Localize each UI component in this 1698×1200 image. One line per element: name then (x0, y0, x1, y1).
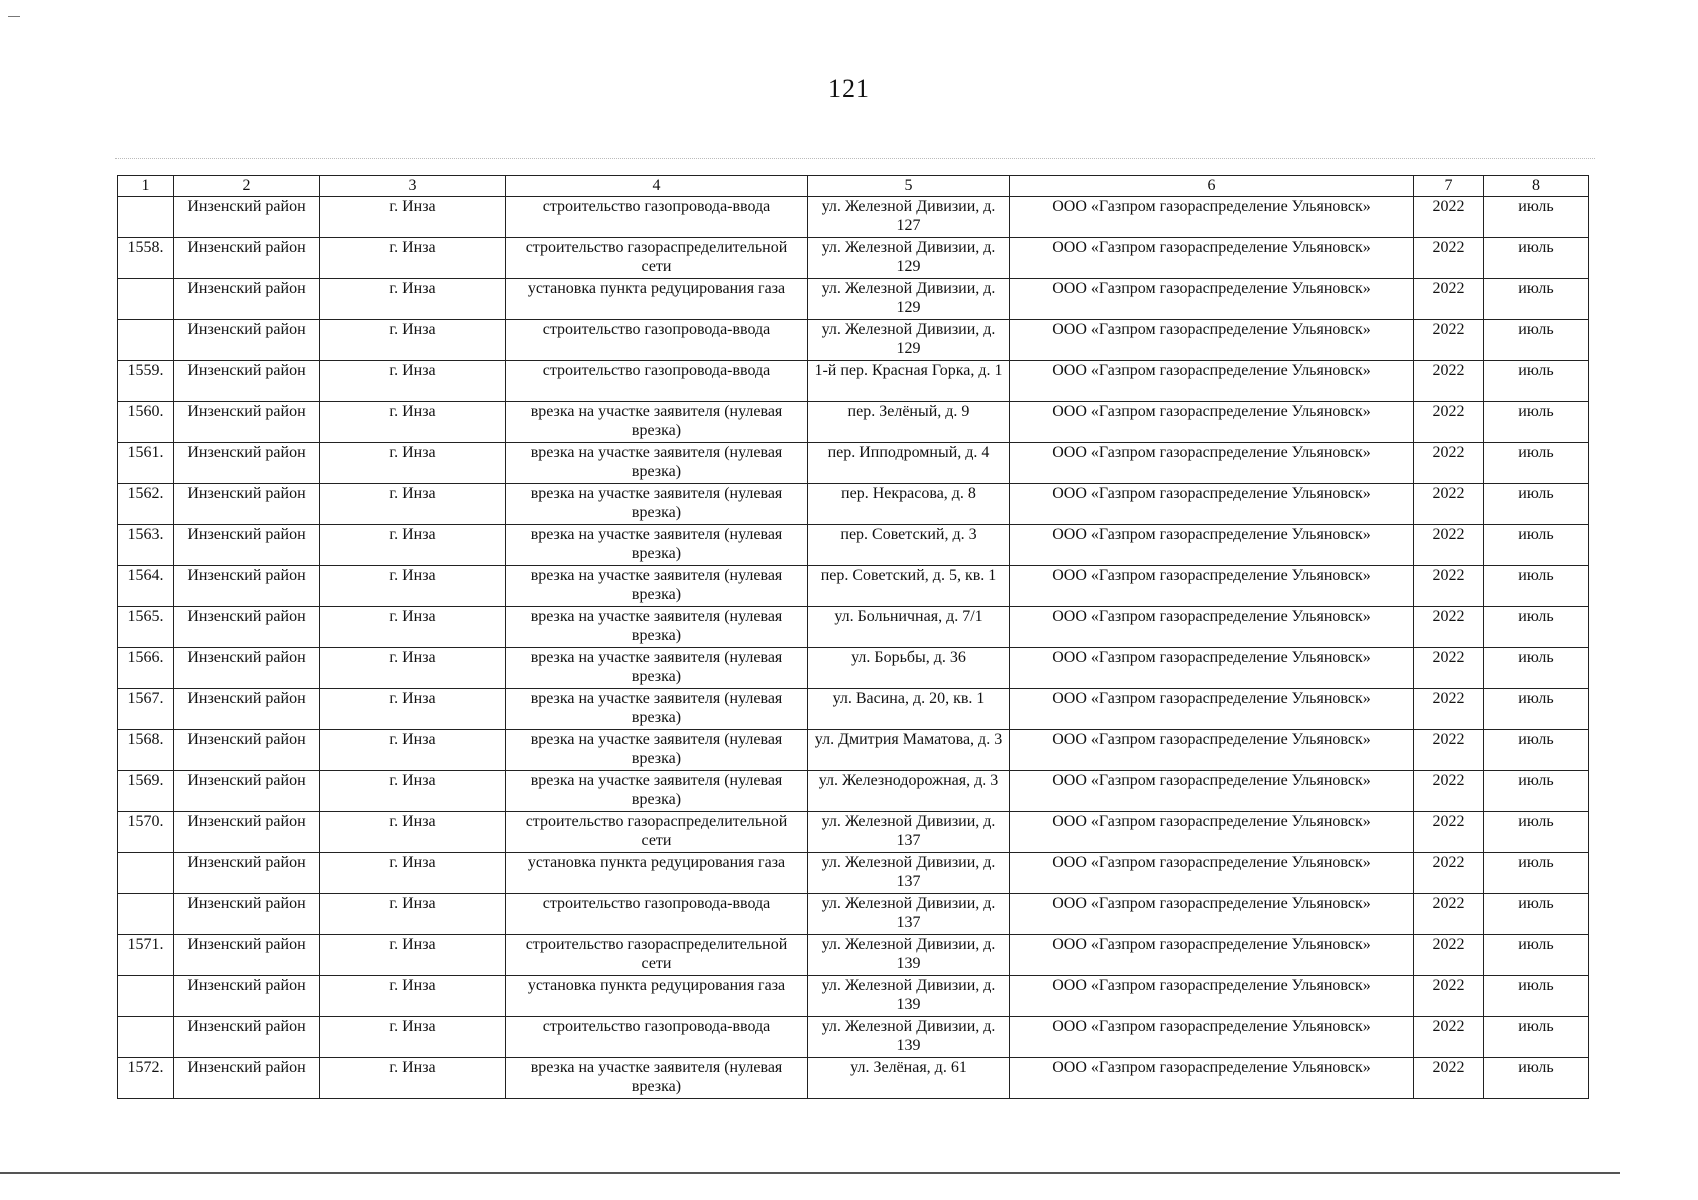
row-number (118, 976, 174, 1017)
table-row (118, 894, 1589, 935)
work-type-cell: установка пункта редуцирования газа (506, 279, 808, 320)
district-cell: Инзенский район (174, 607, 320, 648)
month-cell: июль (1484, 976, 1589, 1017)
table-row (118, 279, 1589, 320)
organization-cell: ООО «Газпром газораспределение Ульяновск» (1010, 361, 1414, 402)
table-row (118, 607, 1589, 648)
organization-cell: ООО «Газпром газораспределение Ульяновск» (1010, 238, 1414, 279)
organization-cell: ООО «Газпром газораспределение Ульяновск» (1010, 443, 1414, 484)
table-row (118, 976, 1589, 1017)
column-header: 5 (808, 176, 1010, 197)
address-cell: пер. Некрасова, д. 8 (808, 484, 1010, 525)
work-type-cell: врезка на участке заявителя (нулевая врезка) (506, 443, 808, 484)
table-row (118, 197, 1589, 238)
work-type-cell: установка пункта редуцирования газа (506, 853, 808, 894)
row-number (118, 320, 174, 361)
month-cell: июль (1484, 1017, 1589, 1058)
address-cell: ул. Железнодорожная, д. 3 (808, 771, 1010, 812)
year-cell: 2022 (1414, 1017, 1484, 1058)
gasification-registry-table (117, 175, 1589, 1099)
year-cell: 2022 (1414, 361, 1484, 402)
district-cell: Инзенский район (174, 730, 320, 771)
page-bottom-rule (0, 1172, 1620, 1174)
month-cell: июль (1484, 689, 1589, 730)
city-cell: г. Инза (320, 894, 506, 935)
year-cell: 2022 (1414, 525, 1484, 566)
page-number: 121 (828, 74, 870, 103)
address-cell: ул. Зелёная, д. 61 (808, 1058, 1010, 1099)
district-cell: Инзенский район (174, 853, 320, 894)
address-cell: пер. Советский, д. 5, кв. 1 (808, 566, 1010, 607)
work-type-cell: строительство газопровода-ввода (506, 197, 808, 238)
row-number: 1569. (118, 771, 174, 812)
address-cell: ул. Больничная, д. 7/1 (808, 607, 1010, 648)
address-cell: ул. Железной Дивизии, д. 129 (808, 320, 1010, 361)
table-row (118, 443, 1589, 484)
month-cell: июль (1484, 320, 1589, 361)
row-number (118, 1017, 174, 1058)
work-type-cell: строительство газопровода-ввода (506, 1017, 808, 1058)
month-cell: июль (1484, 525, 1589, 566)
district-cell: Инзенский район (174, 197, 320, 238)
month-cell: июль (1484, 853, 1589, 894)
month-cell: июль (1484, 894, 1589, 935)
work-type-cell: строительство газораспределительной сети (506, 238, 808, 279)
city-cell: г. Инза (320, 1058, 506, 1099)
year-cell: 2022 (1414, 607, 1484, 648)
year-cell: 2022 (1414, 689, 1484, 730)
work-type-cell: врезка на участке заявителя (нулевая врезка) (506, 648, 808, 689)
year-cell: 2022 (1414, 853, 1484, 894)
work-type-cell: строительство газопровода-ввода (506, 361, 808, 402)
organization-cell: ООО «Газпром газораспределение Ульяновск» (1010, 771, 1414, 812)
district-cell: Инзенский район (174, 361, 320, 402)
row-number: 1562. (118, 484, 174, 525)
row-number: 1565. (118, 607, 174, 648)
organization-cell: ООО «Газпром газораспределение Ульяновск» (1010, 689, 1414, 730)
year-cell: 2022 (1414, 976, 1484, 1017)
city-cell: г. Инза (320, 402, 506, 443)
city-cell: г. Инза (320, 238, 506, 279)
year-cell: 2022 (1414, 1058, 1484, 1099)
row-number (118, 853, 174, 894)
year-cell: 2022 (1414, 402, 1484, 443)
row-number: 1561. (118, 443, 174, 484)
address-cell: ул. Железной Дивизии, д. 137 (808, 812, 1010, 853)
year-cell: 2022 (1414, 320, 1484, 361)
column-header: 2 (174, 176, 320, 197)
district-cell: Инзенский район (174, 238, 320, 279)
district-cell: Инзенский район (174, 812, 320, 853)
table-row (118, 689, 1589, 730)
organization-cell: ООО «Газпром газораспределение Ульяновск» (1010, 402, 1414, 443)
address-cell: 1-й пер. Красная Горка, д. 1 (808, 361, 1010, 402)
address-cell: ул. Железной Дивизии, д. 129 (808, 238, 1010, 279)
address-cell: ул. Дмитрия Маматова, д. 3 (808, 730, 1010, 771)
column-header: 6 (1010, 176, 1414, 197)
address-cell: ул. Железной Дивизии, д. 139 (808, 1017, 1010, 1058)
month-cell: июль (1484, 238, 1589, 279)
scan-noise-line (115, 158, 1595, 159)
district-cell: Инзенский район (174, 484, 320, 525)
work-type-cell: врезка на участке заявителя (нулевая врезка) (506, 730, 808, 771)
organization-cell: ООО «Газпром газораспределение Ульяновск» (1010, 525, 1414, 566)
column-header: 4 (506, 176, 808, 197)
address-cell: ул. Железной Дивизии, д. 137 (808, 894, 1010, 935)
year-cell: 2022 (1414, 238, 1484, 279)
district-cell: Инзенский район (174, 689, 320, 730)
city-cell: г. Инза (320, 484, 506, 525)
organization-cell: ООО «Газпром газораспределение Ульяновск» (1010, 607, 1414, 648)
table-row (118, 361, 1589, 402)
city-cell: г. Инза (320, 812, 506, 853)
table-row (118, 320, 1589, 361)
organization-cell: ООО «Газпром газораспределение Ульяновск» (1010, 484, 1414, 525)
month-cell: июль (1484, 648, 1589, 689)
work-type-cell: строительство газораспределительной сети (506, 935, 808, 976)
organization-cell: ООО «Газпром газораспределение Ульяновск» (1010, 935, 1414, 976)
row-number: 1572. (118, 1058, 174, 1099)
year-cell: 2022 (1414, 894, 1484, 935)
column-header: 7 (1414, 176, 1484, 197)
month-cell: июль (1484, 402, 1589, 443)
month-cell: июль (1484, 197, 1589, 238)
row-number (118, 894, 174, 935)
work-type-cell: строительство газопровода-ввода (506, 894, 808, 935)
city-cell: г. Инза (320, 648, 506, 689)
table-row (118, 484, 1589, 525)
work-type-cell: врезка на участке заявителя (нулевая врезка) (506, 566, 808, 607)
city-cell: г. Инза (320, 976, 506, 1017)
address-cell: ул. Васина, д. 20, кв. 1 (808, 689, 1010, 730)
organization-cell: ООО «Газпром газораспределение Ульяновск» (1010, 320, 1414, 361)
month-cell: июль (1484, 443, 1589, 484)
address-cell: ул. Железной Дивизии, д. 127 (808, 197, 1010, 238)
table-body (118, 197, 1589, 1099)
address-cell: ул. Железной Дивизии, д. 139 (808, 976, 1010, 1017)
row-number: 1567. (118, 689, 174, 730)
month-cell: июль (1484, 812, 1589, 853)
row-number: 1570. (118, 812, 174, 853)
row-number (118, 197, 174, 238)
year-cell: 2022 (1414, 566, 1484, 607)
work-type-cell: врезка на участке заявителя (нулевая врезка) (506, 689, 808, 730)
month-cell: июль (1484, 730, 1589, 771)
work-type-cell: врезка на участке заявителя (нулевая врезка) (506, 525, 808, 566)
work-type-cell: строительство газопровода-ввода (506, 320, 808, 361)
address-cell: ул. Железной Дивизии, д. 137 (808, 853, 1010, 894)
city-cell: г. Инза (320, 443, 506, 484)
row-number: 1559. (118, 361, 174, 402)
district-cell: Инзенский район (174, 648, 320, 689)
work-type-cell: врезка на участке заявителя (нулевая врезка) (506, 607, 808, 648)
work-type-cell: установка пункта редуцирования газа (506, 976, 808, 1017)
row-number: 1571. (118, 935, 174, 976)
table-row (118, 730, 1589, 771)
table-row (118, 1058, 1589, 1099)
month-cell: июль (1484, 484, 1589, 525)
row-number (118, 279, 174, 320)
table-row (118, 1017, 1589, 1058)
month-cell: июль (1484, 935, 1589, 976)
address-cell: ул. Железной Дивизии, д. 129 (808, 279, 1010, 320)
year-cell: 2022 (1414, 279, 1484, 320)
city-cell: г. Инза (320, 566, 506, 607)
address-cell: пер. Советский, д. 3 (808, 525, 1010, 566)
city-cell: г. Инза (320, 361, 506, 402)
work-type-cell: врезка на участке заявителя (нулевая врезка) (506, 771, 808, 812)
organization-cell: ООО «Газпром газораспределение Ульяновск» (1010, 1017, 1414, 1058)
district-cell: Инзенский район (174, 566, 320, 607)
organization-cell: ООО «Газпром газораспределение Ульяновск» (1010, 648, 1414, 689)
table-row (118, 402, 1589, 443)
row-number: 1564. (118, 566, 174, 607)
city-cell: г. Инза (320, 730, 506, 771)
row-number: 1566. (118, 648, 174, 689)
month-cell: июль (1484, 607, 1589, 648)
organization-cell: ООО «Газпром газораспределение Ульяновск» (1010, 730, 1414, 771)
month-cell: июль (1484, 566, 1589, 607)
organization-cell: ООО «Газпром газораспределение Ульяновск» (1010, 279, 1414, 320)
organization-cell: ООО «Газпром газораспределение Ульяновск» (1010, 894, 1414, 935)
organization-cell: ООО «Газпром газораспределение Ульяновск» (1010, 1058, 1414, 1099)
year-cell: 2022 (1414, 935, 1484, 976)
address-cell: пер. Зелёный, д. 9 (808, 402, 1010, 443)
district-cell: Инзенский район (174, 402, 320, 443)
month-cell: июль (1484, 1058, 1589, 1099)
year-cell: 2022 (1414, 771, 1484, 812)
district-cell: Инзенский район (174, 894, 320, 935)
city-cell: г. Инза (320, 853, 506, 894)
table-row (118, 566, 1589, 607)
month-cell: июль (1484, 771, 1589, 812)
district-cell: Инзенский район (174, 279, 320, 320)
organization-cell: ООО «Газпром газораспределение Ульяновск» (1010, 976, 1414, 1017)
work-type-cell: строительство газораспределительной сети (506, 812, 808, 853)
row-number: 1558. (118, 238, 174, 279)
address-cell: ул. Железной Дивизии, д. 139 (808, 935, 1010, 976)
table-row (118, 853, 1589, 894)
column-header: 8 (1484, 176, 1589, 197)
table-row (118, 648, 1589, 689)
row-number: 1560. (118, 402, 174, 443)
year-cell: 2022 (1414, 197, 1484, 238)
city-cell: г. Инза (320, 279, 506, 320)
table-row (118, 238, 1589, 279)
organization-cell: ООО «Газпром газораспределение Ульяновск» (1010, 853, 1414, 894)
organization-cell: ООО «Газпром газораспределение Ульяновск» (1010, 812, 1414, 853)
month-cell: июль (1484, 279, 1589, 320)
column-header: 1 (118, 176, 174, 197)
district-cell: Инзенский район (174, 443, 320, 484)
table-row (118, 812, 1589, 853)
city-cell: г. Инза (320, 197, 506, 238)
work-type-cell: врезка на участке заявителя (нулевая врезка) (506, 402, 808, 443)
year-cell: 2022 (1414, 812, 1484, 853)
year-cell: 2022 (1414, 730, 1484, 771)
district-cell: Инзенский район (174, 320, 320, 361)
address-cell: пер. Ипподромный, д. 4 (808, 443, 1010, 484)
work-type-cell: врезка на участке заявителя (нулевая врезка) (506, 484, 808, 525)
city-cell: г. Инза (320, 935, 506, 976)
month-cell: июль (1484, 361, 1589, 402)
city-cell: г. Инза (320, 689, 506, 730)
table-row (118, 525, 1589, 566)
column-header: 3 (320, 176, 506, 197)
row-number: 1563. (118, 525, 174, 566)
year-cell: 2022 (1414, 443, 1484, 484)
address-cell: ул. Борьбы, д. 36 (808, 648, 1010, 689)
work-type-cell: врезка на участке заявителя (нулевая врезка) (506, 1058, 808, 1099)
district-cell: Инзенский район (174, 935, 320, 976)
district-cell: Инзенский район (174, 525, 320, 566)
city-cell: г. Инза (320, 525, 506, 566)
row-number: 1568. (118, 730, 174, 771)
year-cell: 2022 (1414, 648, 1484, 689)
district-cell: Инзенский район (174, 1058, 320, 1099)
scan-corner-mark (8, 16, 20, 17)
organization-cell: ООО «Газпром газораспределение Ульяновск» (1010, 566, 1414, 607)
district-cell: Инзенский район (174, 1017, 320, 1058)
city-cell: г. Инза (320, 607, 506, 648)
organization-cell: ООО «Газпром газораспределение Ульяновск» (1010, 197, 1414, 238)
city-cell: г. Инза (320, 320, 506, 361)
district-cell: Инзенский район (174, 771, 320, 812)
city-cell: г. Инза (320, 771, 506, 812)
year-cell: 2022 (1414, 484, 1484, 525)
table-row (118, 771, 1589, 812)
district-cell: Инзенский район (174, 976, 320, 1017)
city-cell: г. Инза (320, 1017, 506, 1058)
table-row (118, 935, 1589, 976)
table-header-row (118, 176, 1589, 197)
